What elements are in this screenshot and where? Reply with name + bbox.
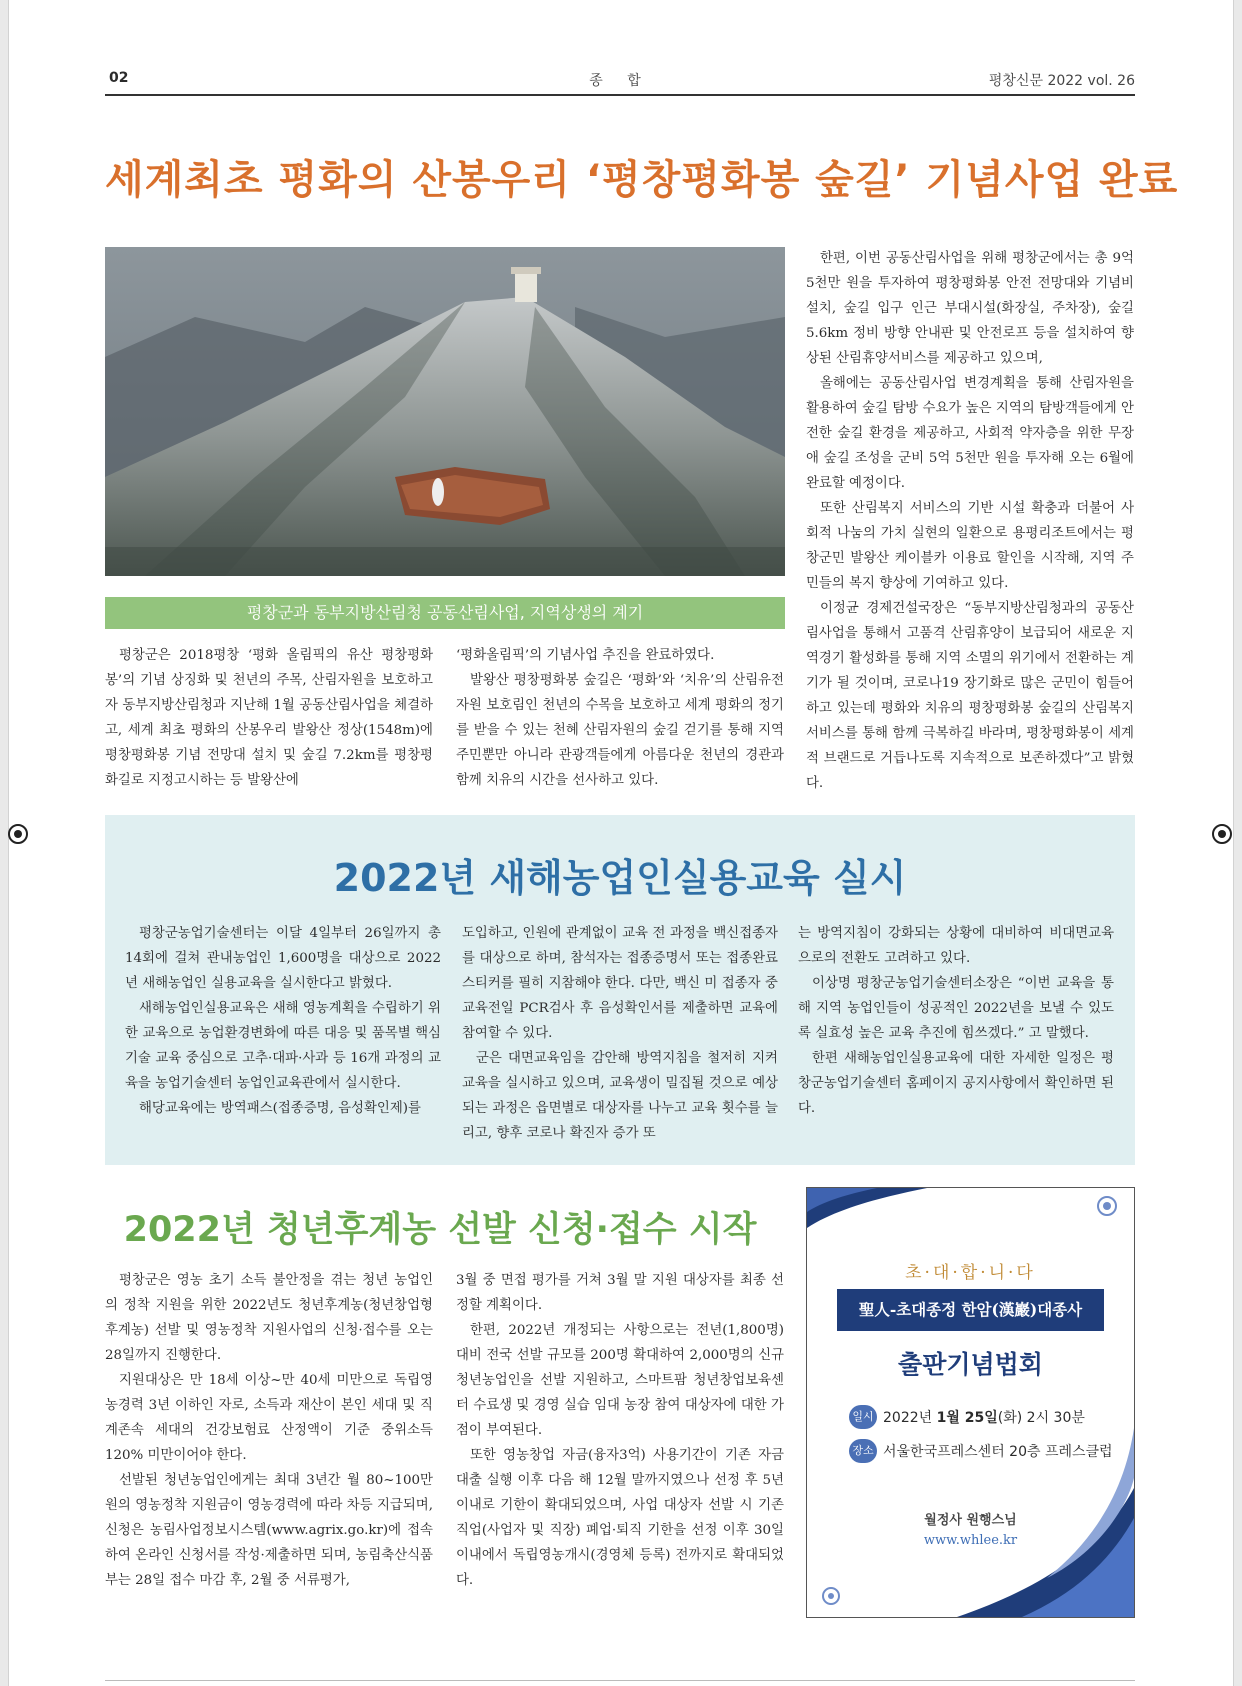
ad-place-text: 서울한국프레스센터 20층 프레스클럽 <box>883 1444 1113 1460</box>
paragraph: 발왕산 평창평화봉 숲길은 ‘평화’와 ‘치유’의 산림유전자원 보호림인 천년의 수목을 보호하고 세계 평화의 정기를 받을 수 있는 천혜 산림자원의 숲길 걷기를 통해 지역주민뿐만 아니라 관광객들에게 아름다운 천년의 경관과 함께 치유의 시간을 선사하고 있다. <box>456 673 784 788</box>
article1-subheadline: 평창군과 동부지방산림청 공동산림사업, 지역상생의 계기 <box>105 597 785 629</box>
article2-column-1 <box>125 921 441 1121</box>
paragraph: 한편 새해농업인실용교육에 대한 자세한 일정은 평창군농업기술센터 홈페이지 공지사항에서 확인하면 된다. <box>798 1051 1114 1116</box>
registration-mark-icon <box>8 824 28 844</box>
header-rule <box>105 94 1135 96</box>
paragraph: 평창군농업기술센터는 이달 4일부터 26일까지 총 14회에 걸쳐 관내농업인 1,600명을 대상으로 2022년 새해농업인 실용교육을 실시한다고 밝혔다. <box>125 926 441 991</box>
paragraph: 도입하고, 인원에 관계없이 교육 전 과정을 백신접종자를 대상으로 하며, 참석자는 접종증명서 또는 접종완료스티커를 필히 지참해야 한다. 다만, 백신 미 접종자 중 교육전일 PCR검사 후 음성확인서를 제출하면 교육에 참여할 수 있다. <box>462 926 778 1041</box>
article1-headline: 세계최초 평화의 산봉우리 ‘평창평화봉 숲길’ 기념사업 완료 <box>105 157 1179 203</box>
paragraph: 는 방역지침이 강화되는 상황에 대비하여 비대면교육으로의 전환도 고려하고 있다. <box>798 926 1114 966</box>
date-year: 2022년 <box>883 1410 937 1426</box>
section-name: 종 합 <box>589 73 651 89</box>
article3-column-1 <box>105 1268 433 1593</box>
paragraph: 또한 산림복지 서비스의 기반 시설 확충과 더불어 사회적 나눔의 가치 실현의 일환으로 용평리조트에서는 평창군민 발왕산 케이블카 이용료 할인을 시작해, 지역 주민들의 복지 향상에 기여하고 있다. <box>806 501 1134 591</box>
article3-headline: 2022년 청년후계농 선발 신청·접수 시작 <box>123 1210 757 1250</box>
date-time: (화) 2시 30분 <box>997 1410 1085 1426</box>
page-header <box>105 70 1135 90</box>
viewer-left-edge <box>0 0 9 1686</box>
article2-column-3 <box>798 921 1114 1121</box>
paragraph: 이정균 경제건설국장은 “동부지방산림청과의 공동산림사업을 통해서 고품격 산림휴양이 보급되어 새로운 지역경기 활성화를 통해 지역 소멸의 위기에서 전환하는 계기가 될 것이며, 코로나19 장기화로 많은 군민이 힘들어하고 있는데 평화와 치유의 평창평화봉 숲길의 산림복지 서비스를 통해 함께 극복하길 바라며, 평창평화봉이 세계적 브랜드로 거듭나도록 지속적으로 보존하겠다”고 밝혔다. <box>806 601 1134 791</box>
ad-date-row <box>849 1405 1085 1431</box>
place-label-badge: 장소 <box>849 1439 877 1463</box>
date-day: 1월 25일 <box>936 1410 998 1426</box>
page-number: 02 <box>109 70 129 86</box>
article2-headline: 2022년 새해농업인실용교육 실시 <box>333 856 907 900</box>
paragraph: 선발된 청년농업인에게는 최대 3년간 월 80~100만원의 영농정착 지원금이 영농경력에 따라 차등 지급되며, 신청은 농림사업정보시스템(www.agrix.go.kr)에 접속하여 온라인 신청서를 작성·제출하면 되며, 농림축산식품부는 28일 접수 마감 후, 2월 중 서류평가, <box>105 1473 433 1588</box>
paragraph: 이상명 평창군농업기술센터소장은 “이번 교육을 통해 지역 농업인들이 성공적인 2022년을 보낼 수 있도록 실효성 높은 교육 추진에 힘쓰겠다.” 고 말했다. <box>798 976 1114 1041</box>
ad-url[interactable]: www.whlee.kr <box>923 1533 1018 1548</box>
book-launch-ad <box>806 1187 1135 1618</box>
paragraph: 올해에는 공동산림사업 변경계획을 통해 산림자원을 활용하여 숲길 탐방 수요가 높은 지역의 탐방객들에게 안전한 숲길 환경을 제공하고, 사회적 약자층을 위한 무장애 숲길 조성을 군비 5억 5천만 원을 투자해 오는 6월에 완료할 예정이다. <box>806 376 1134 491</box>
bottom-rule <box>105 1680 1135 1681</box>
ad-event-title: 출판기념법회 <box>898 1350 1043 1379</box>
article3-column-2 <box>456 1268 784 1593</box>
paragraph: 평창군은 영농 초기 소득 불안정을 겪는 청년 농업인의 정착 지원을 위한 2022년도 청년후계농(청년창업형 후계농) 선발 및 영농정착 지원사업의 신청·접수를 오는 28일까지 진행한다. <box>105 1273 433 1363</box>
paragraph: 평창군은 2018평창 ‘평화 올림픽의 유산 평창평화봉’의 기념 상징화 및 천년의 주목, 산림자원을 보호하고자 동부지방산림청과 지난해 1월 공동산림사업을 체결하고, 세계 최초 평화의 산봉우리 발왕산 정상(1548m)에 평창평화봉 기념 전망대 설치 및 숲길 7.2km를 평창평화길로 지정고시하는 등 발왕산에 <box>105 648 433 788</box>
registration-mark-icon <box>1212 824 1232 844</box>
ad-invite-text: 초·대·합·니·다 <box>905 1263 1036 1283</box>
ad-ribbon-decoration <box>807 1188 1134 1617</box>
paragraph: 3월 중 면접 평가를 거쳐 3월 말 지원 대상자를 최종 선정할 계획이다. <box>456 1273 784 1313</box>
ad-host: 월정사 원행스님 <box>924 1513 1017 1528</box>
article1-column-3 <box>806 246 1134 796</box>
paragraph: 군은 대면교육임을 감안해 방역지침을 철저히 지켜 교육을 실시하고 있으며, 교육생이 밀집될 것으로 예상되는 과정은 읍면별로 대상자를 나누고 교육 횟수를 늘리고, 향후 코로나 확진자 증가 또 <box>462 1051 778 1141</box>
paragraph: ‘평화올림픽’의 기념사업 추진을 완료하였다. <box>456 648 715 663</box>
mountain-photo <box>105 247 785 576</box>
viewer-right-edge <box>1233 0 1242 1686</box>
paragraph: 한편, 2022년 개정되는 사항으로는 전년(1,800명) 대비 전국 선발 규모를 200명 확대하여 2,000명의 신규 청년농업인을 선발 지원하고, 스마트팜 청년창업보육센터 수료생 및 경영 실습 임대 농장 참여 대상자에 대한 가점이 부여된다. <box>456 1323 784 1438</box>
publication-info: 평창신문 2022 vol. 26 <box>988 73 1135 89</box>
paragraph: 지원대상은 만 18세 이상~만 40세 미만으로 독립영농경력 3년 이하인 자로, 소득과 재산이 본인 세대 및 직계존속 세대의 건강보험료 산정액이 기준 중위소득 120% 미만이어야 한다. <box>105 1373 433 1463</box>
date-label-badge: 일시 <box>849 1405 877 1429</box>
paragraph: 새해농업인실용교육은 새해 영농계획을 수립하기 위한 교육으로 농업환경변화에 따른 대응 및 품목별 핵심기술 교육 중심으로 고추·대파·사과 등 16개 과정의 교육을 농업기술센터 농업인교육관에서 실시한다. <box>125 1001 441 1091</box>
article1-column-1 <box>105 643 433 793</box>
ad-place-row <box>849 1439 1113 1465</box>
paragraph: 또한 영농창업 자금(융자3억) 사용기간이 기존 자금 대출 실행 이후 다음 해 12월 말까지였으나 선정 후 5년 이내로 기한이 확대되었으며, 사업 대상자 선발 시 기존 직업(사업자 및 직장) 폐업·퇴직 기한을 선정 이후 30일 이내에서 독립영농개시(경영체 등록) 전까지로 확대되었다. <box>456 1448 784 1588</box>
article1-column-2 <box>456 643 784 793</box>
paragraph: 해당교육에는 방역패스(접종증명, 음성확인제)를 <box>139 1101 421 1116</box>
paragraph: 한편, 이번 공동산림사업을 위해 평창군에서는 총 9억 5천만 원을 투자하여 평창평화봉 안전 전망대와 기념비 설치, 숲길 입구 인근 부대시설(화장실, 주차장), 숲길 5.6km 정비 방향 안내판 및 안전로프 등을 설치하여 향상된 산림휴양서비스를 제공하고 있으며, <box>806 251 1134 366</box>
ad-honoree-band: 聖人-초대종정 한암(漢巖)대종사 <box>837 1289 1104 1331</box>
article2-column-2 <box>462 921 778 1146</box>
ad-date-text <box>883 1410 1085 1426</box>
